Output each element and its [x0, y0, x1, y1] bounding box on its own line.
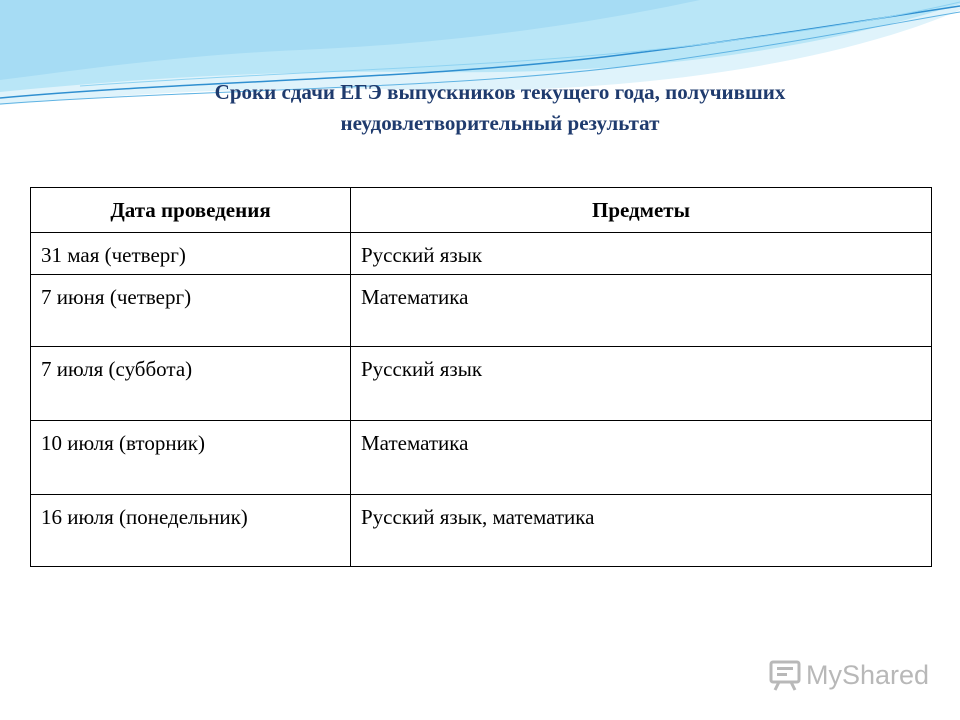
header-subjects: Предметы: [351, 188, 932, 233]
cell-date: 7 июля (суббота): [31, 347, 351, 421]
myshared-watermark[interactable]: [768, 658, 929, 692]
table-row: [31, 347, 932, 421]
cell-date: 16 июля (понедельник): [31, 495, 351, 567]
page-title: [100, 77, 900, 139]
watermark-text-my: My: [806, 659, 842, 690]
table-header-row: [31, 188, 932, 233]
page-title-line-2: неудовлетворительный результат: [340, 111, 660, 135]
cell-date: 31 мая (четверг): [31, 233, 351, 275]
cell-subjects: Русский язык, математика: [351, 495, 932, 567]
table-row: [31, 275, 932, 347]
table-row: [31, 233, 932, 275]
table-row: [31, 421, 932, 495]
cell-date: 7 июня (четверг): [31, 275, 351, 347]
page-title-line-1: Сроки сдачи ЕГЭ выпускников текущего года, получивших: [214, 80, 786, 104]
watermark-text-shared: Shared: [842, 659, 930, 690]
cell-subjects: Русский язык: [351, 233, 932, 275]
cell-date: 10 июля (вторник): [31, 421, 351, 495]
header-date: Дата проведения: [31, 188, 351, 233]
cell-subjects: Русский язык: [351, 347, 932, 421]
table-row: [31, 495, 932, 567]
exam-schedule-table: [30, 187, 932, 567]
presentation-board-icon: [768, 658, 802, 692]
cell-subjects: Математика: [351, 275, 932, 347]
cell-subjects: Математика: [351, 421, 932, 495]
